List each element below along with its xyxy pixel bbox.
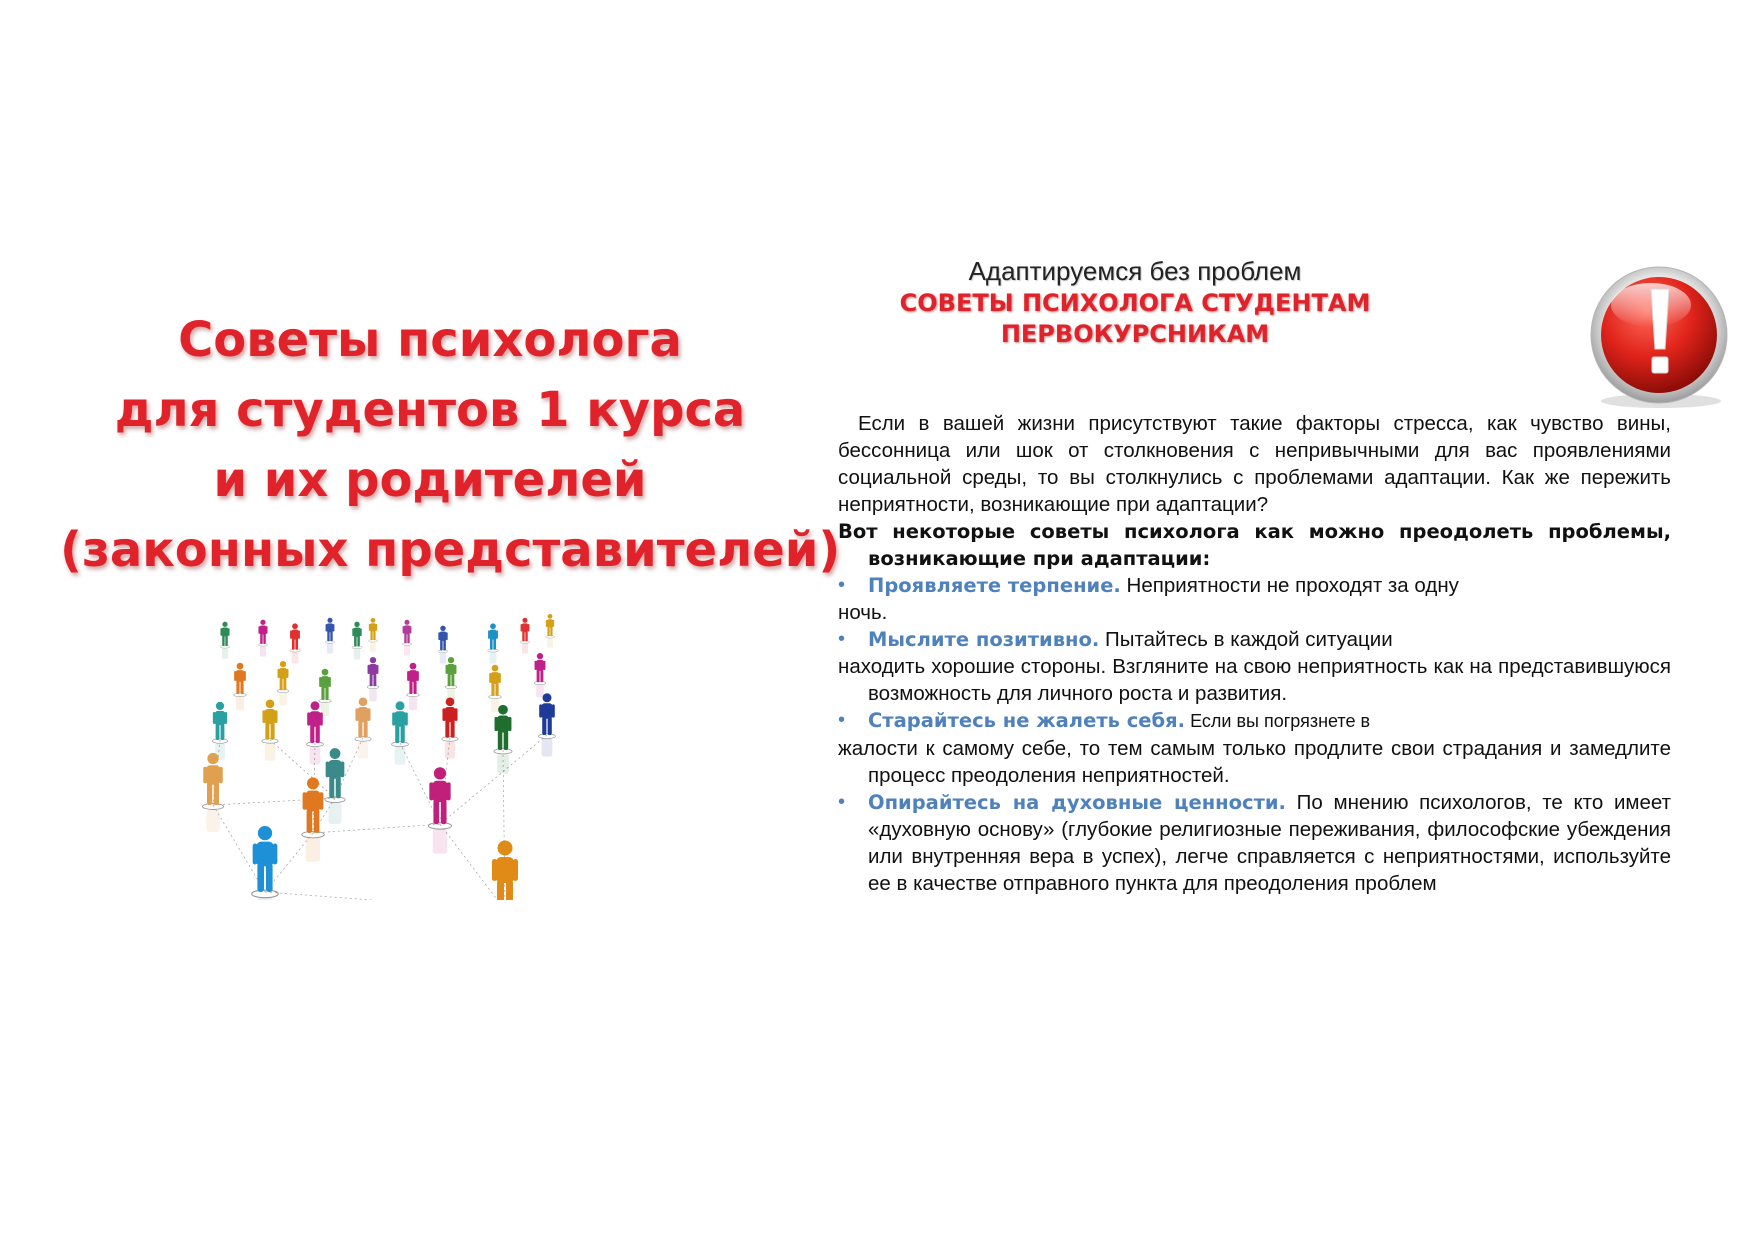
person-figure [319, 669, 332, 716]
person-figure [355, 697, 371, 758]
bullet-icon: • [838, 791, 846, 813]
person-figure [258, 620, 268, 657]
network-link [440, 735, 547, 824]
tip-heading: Старайтесь не жалеть себя. [868, 709, 1186, 732]
person-figure [277, 661, 289, 705]
person-figure [445, 657, 457, 701]
network-link [265, 892, 505, 900]
person-figure [212, 702, 227, 760]
header-title-line-1: СОВЕТЫ ПСИХОЛОГА СТУДЕНТАМ [899, 289, 1371, 317]
tip-heading: Мыслите позитивно. [868, 628, 1100, 651]
tip-text: По мнению психологов, те кто имеет «духовную основу» (глубокие религиозные переживания, философские убеждения или внутренняя вера в успех), легче справляется с неприятностями, используйте ее в качестве отправного пункта для преодоления проблем [868, 791, 1671, 895]
title-line-1: Советы психолога [178, 312, 682, 368]
list-item [838, 626, 1671, 707]
person-figure [369, 618, 378, 652]
person-figure [234, 663, 247, 710]
person-figure [520, 618, 530, 654]
brochure-title [60, 305, 841, 585]
person-figure [407, 663, 420, 710]
tip-text: Пытайтесь в каждой ситуации [1099, 628, 1393, 651]
person-figure [494, 705, 512, 774]
tip-continuation: жалости к самому себе, то тем самым только продлите свои страдания и замедлите процесс преодоления неприятностей. [838, 737, 1671, 787]
person-figure [489, 665, 502, 712]
person-figure [546, 614, 555, 648]
tip-continuation: ночь. [838, 601, 888, 624]
header-title [840, 288, 1430, 350]
person-figure [539, 693, 556, 756]
tip-continuation: находить хорошие стороны. Взгляните на свою неприятность как на представившуюся возможность для личного роста и развития. [838, 655, 1671, 705]
person-figure [290, 623, 301, 663]
title-line-2: для студентов 1 курса [114, 382, 746, 438]
list-item [838, 789, 1671, 897]
tip-text: Неприятности не проходят за одну [1120, 574, 1459, 597]
person-figure [367, 657, 379, 701]
person-figure [307, 701, 324, 764]
person-figure [203, 753, 224, 832]
person-figure [220, 622, 230, 659]
person-figure [252, 826, 279, 900]
exclamation-alert-icon [1585, 265, 1733, 410]
people-network-illustration [195, 595, 595, 900]
person-figure [402, 620, 412, 656]
tips-intro: Вот некоторые советы психолога как можно преодолеть проблемы, возникающие при адаптации: [838, 520, 1671, 570]
bullet-icon: • [838, 709, 846, 731]
header-subtitle: Адаптируемся без проблем [968, 256, 1302, 286]
header-title-line-2: ПЕРВОКУРСНИКАМ [1000, 320, 1270, 348]
network-link [270, 740, 335, 798]
network-link [313, 824, 440, 833]
bullet-icon: • [838, 574, 846, 596]
person-figure [429, 767, 452, 854]
tip-heading: Проявляете терпение. [868, 574, 1121, 597]
person-figure [392, 701, 409, 764]
list-item [838, 707, 1671, 789]
person-figure [442, 697, 458, 758]
advice-content [838, 410, 1671, 897]
title-line-4: (законных представителей) [60, 522, 841, 578]
person-figure [352, 622, 362, 660]
list-item [838, 572, 1671, 626]
title-line-3: и их родителей [213, 452, 647, 508]
bullet-icon: • [838, 628, 846, 650]
person-figure [438, 626, 448, 664]
person-figure [488, 623, 499, 663]
person-figure [262, 699, 278, 760]
tip-text: Если вы погрязнете в [1185, 711, 1371, 731]
person-figure [534, 653, 546, 697]
intro-paragraph: Если в вашей жизни присутствуют такие факторы стресса, как чувство вины, бессонница или шок от столкновения с непривычными для вас проявлениями социальной среды, то вы столкнулись с проблемами адаптации. Как же пережить неприятности, возникающие при адаптации? [838, 412, 1671, 516]
person-figure [325, 748, 345, 824]
tip-heading: Опирайтесь на духовные ценности. [868, 791, 1286, 814]
tips-list [838, 572, 1671, 897]
person-figure [325, 618, 335, 654]
